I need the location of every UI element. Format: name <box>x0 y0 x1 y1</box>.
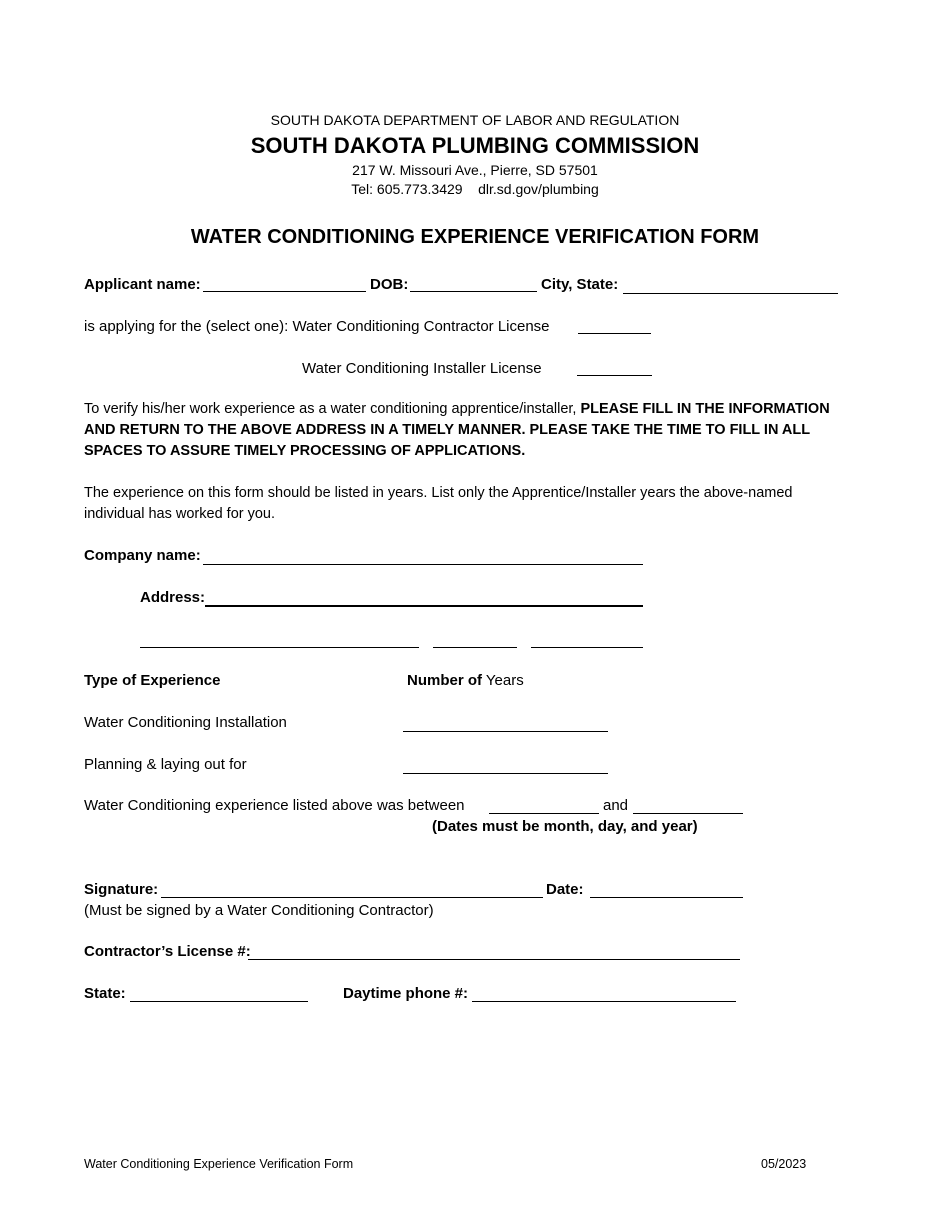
state-label: State: <box>84 985 126 1002</box>
phone-label: Daytime phone #: <box>343 985 469 1002</box>
signature-date-field[interactable] <box>590 897 743 898</box>
commission-website: dlr.sd.gov/plumbing <box>478 181 599 197</box>
commission-address: 217 W. Missouri Ave., Pierre, SD 57501 <box>352 162 598 178</box>
contractor-license-option: Water Conditioning Contractor License <box>292 318 550 335</box>
years-header-bold: Number of <box>407 672 482 689</box>
planning-years-field[interactable] <box>403 773 608 774</box>
dob-label: DOB: <box>370 276 409 293</box>
company-address-field[interactable] <box>205 605 643 607</box>
signature-field[interactable] <box>161 897 543 898</box>
company-city-field[interactable] <box>140 647 419 648</box>
license-number-field[interactable] <box>248 959 740 960</box>
commission-phone: Tel: 605.773.3429 <box>351 181 463 197</box>
company-state-field[interactable] <box>433 647 517 648</box>
years-header-regular: Years <box>485 672 524 689</box>
instructions-lead: To verify his/her work experience as a water conditioning apprentice/installer, <box>84 401 577 417</box>
contractor-license-field[interactable] <box>578 333 651 334</box>
experience-row-installation: Water Conditioning Installation <box>84 714 287 731</box>
start-date-field[interactable] <box>489 813 599 814</box>
years-header <box>407 672 524 689</box>
license-select-intro: is applying for the (select one): <box>84 318 289 335</box>
applicant-name-field[interactable] <box>203 291 366 292</box>
signature-label: Signature: <box>84 881 159 898</box>
state-field[interactable] <box>130 1001 308 1002</box>
instructions-bold: PLEASE FILL IN THE INFORMATION AND RETURN TO THE ABOVE ADDRESS IN A TIMELY MANNER. PLEASE TAKE THE TIME TO FILL IN ALL SPACES TO ASSURE TIMELY PROCESSING OF APPLICATIONS. <box>84 401 830 459</box>
company-zip-field[interactable] <box>531 647 643 648</box>
date-label: Date: <box>546 881 584 898</box>
dates-note: (Dates must be month, day, and year) <box>432 818 698 835</box>
department-name: SOUTH DAKOTA DEPARTMENT OF LABOR AND REGULATION <box>270 112 680 128</box>
instructions-paragraph <box>84 399 864 462</box>
phone-field[interactable] <box>472 1001 736 1002</box>
commission-contact <box>0 181 950 197</box>
applicant-name-label: Applicant name: <box>84 276 201 293</box>
license-number-label: Contractor’s License #: <box>84 943 251 960</box>
installer-license-field[interactable] <box>577 375 652 376</box>
end-date-field[interactable] <box>633 813 743 814</box>
city-state-label: City, State: <box>541 276 619 293</box>
and-text: and <box>603 797 629 814</box>
dob-field[interactable] <box>410 291 537 292</box>
experience-row-planning: Planning & laying out for <box>84 756 247 773</box>
experience-between-text: Water Conditioning experience listed above was between <box>84 797 465 814</box>
commission-name: SOUTH DAKOTA PLUMBING COMMISSION <box>250 133 700 158</box>
form-title: WATER CONDITIONING EXPERIENCE VERIFICATION FORM <box>190 226 760 248</box>
installer-license-option: Water Conditioning Installer License <box>302 360 542 377</box>
company-name-label: Company name: <box>84 547 201 564</box>
experience-type-header: Type of Experience <box>84 672 221 689</box>
installation-years-field[interactable] <box>403 731 608 732</box>
city-state-field[interactable] <box>623 293 838 294</box>
footer-form-name: Water Conditioning Experience Verification Form <box>84 1157 354 1171</box>
license-select-row <box>84 318 550 335</box>
signature-note: (Must be signed by a Water Conditioning Contractor) <box>84 902 434 919</box>
company-name-field[interactable] <box>203 564 643 565</box>
footer-revision: 05/2023 <box>761 1157 807 1171</box>
company-address-label: Address: <box>140 589 206 606</box>
years-note: The experience on this form should be listed in years. List only the Apprentice/Installer years the above-named individual has worked for you. <box>84 485 793 522</box>
